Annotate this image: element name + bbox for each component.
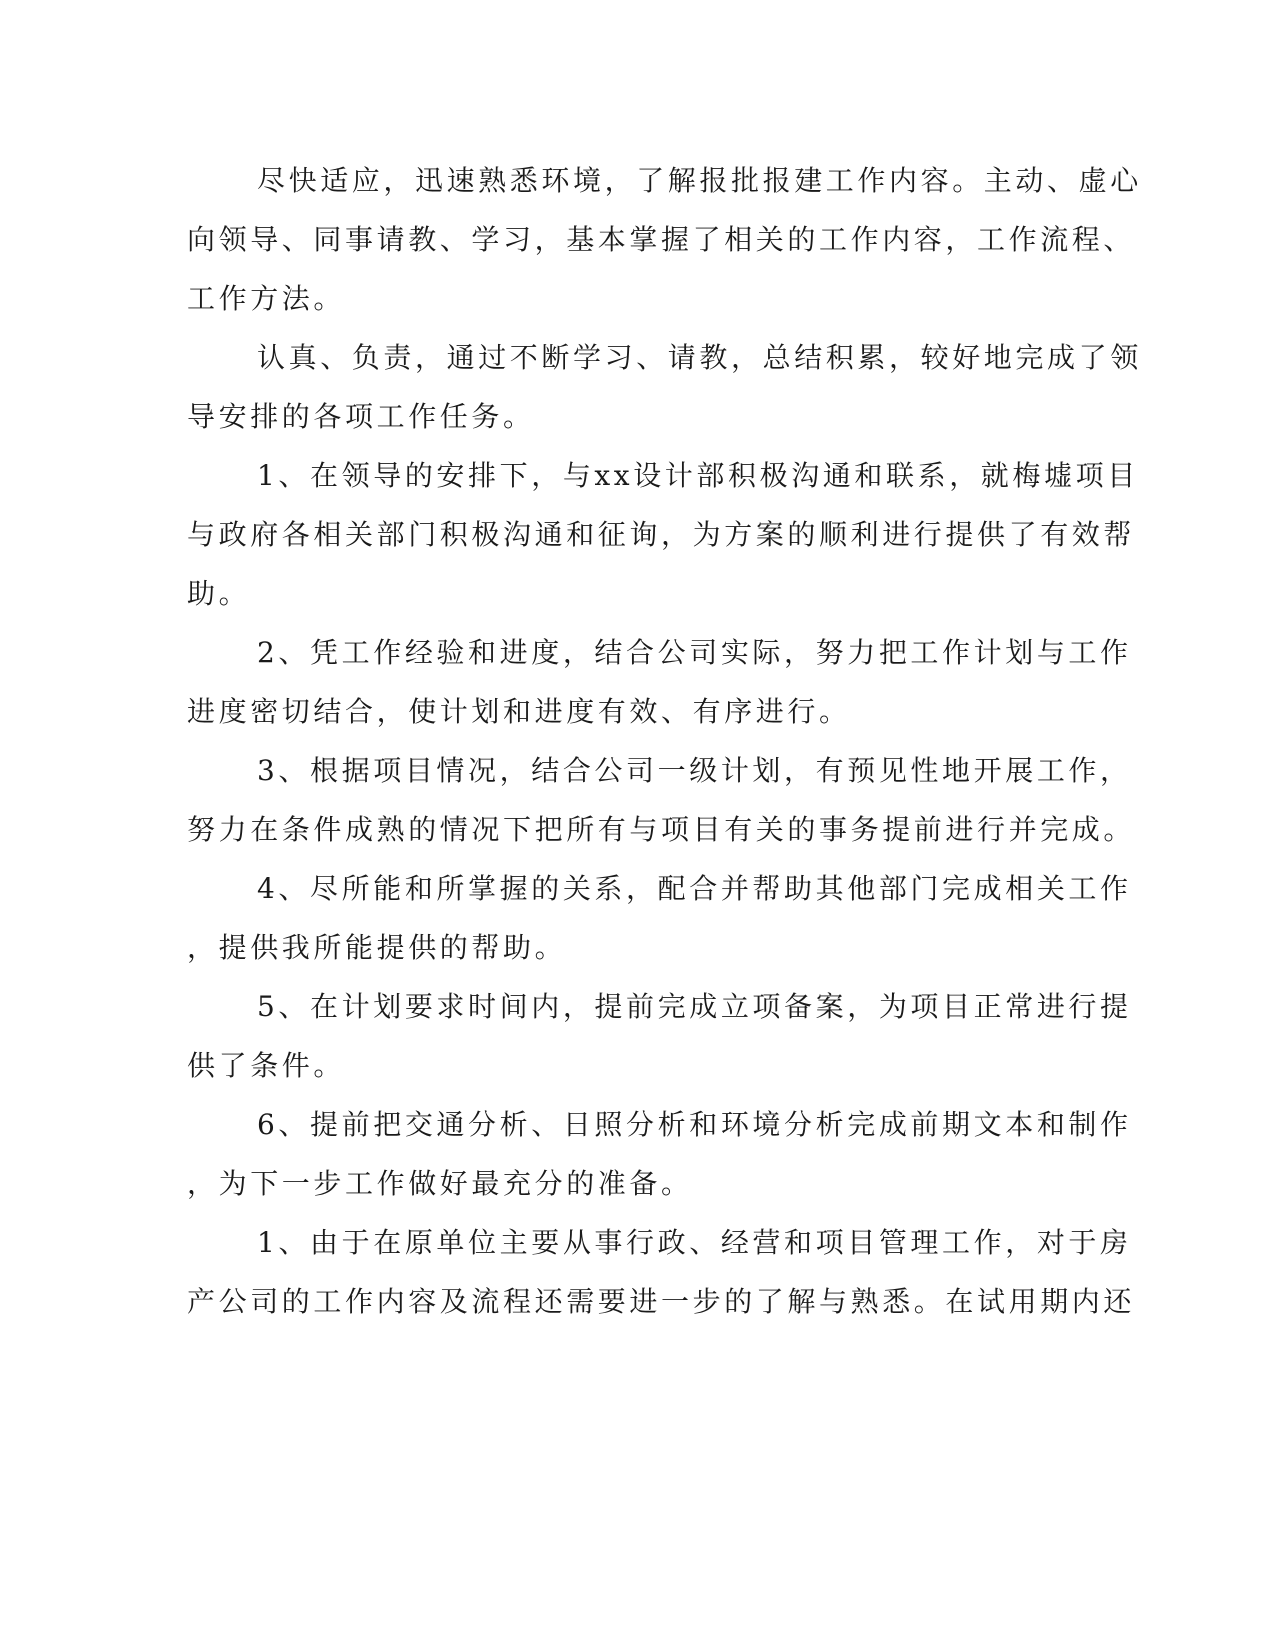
list-item-3-line-1: 3、根据项目情况，结合公司一级计划，有预见性地开展工作， [257, 754, 1132, 787]
paragraph-2-line-2: 导安排的各项工作任务。 [187, 400, 535, 433]
list-item-4-line-2: ，提供我所能提供的帮助。 [187, 931, 567, 964]
list-item-5-line-2: 供了条件。 [187, 1049, 346, 1082]
list-item-1-line-1: 1、在领导的安排下，与xx设计部积极沟通和联系，就梅墟项目 [257, 459, 1139, 492]
list-item-1-line-2: 与政府各相关部门积极沟通和征询，为方案的顺利进行提供了有效帮 [187, 518, 1136, 551]
list-item-6-line-2: ，为下一步工作做好最充分的准备。 [187, 1167, 693, 1200]
list-item-2-line-2: 进度密切结合，使计划和进度有效、有序进行。 [187, 695, 851, 728]
list-item-7-line-2: 产公司的工作内容及流程还需要进一步的了解与熟悉。在试用期内还 [187, 1285, 1136, 1318]
list-item-2-line-1: 2、凭工作经验和进度，结合公司实际，努力把工作计划与工作 [257, 636, 1132, 669]
list-item-4-line-1: 4、尽所能和所掌握的关系，配合并帮助其他部门完成相关工作 [257, 872, 1132, 905]
list-item-6-line-1: 6、提前把交通分析、日照分析和环境分析完成前期文本和制作 [257, 1108, 1132, 1141]
paragraph-1-line-1: 尽快适应，迅速熟悉环境，了解报批报建工作内容。主动、虚心 [257, 164, 1142, 197]
paragraph-1-line-2: 向领导、同事请教、学习，基本掌握了相关的工作内容，工作流程、 [187, 223, 1136, 256]
list-item-5-line-1: 5、在计划要求时间内，提前完成立项备案，为项目正常进行提 [257, 990, 1132, 1023]
paragraph-2-line-1: 认真、负责，通过不断学习、请教，总结积累，较好地完成了领 [257, 341, 1142, 374]
list-item-1-line-3: 助。 [187, 577, 251, 610]
list-item-3-line-2: 努力在条件成熟的情况下把所有与项目有关的事务提前进行并完成。 [187, 813, 1136, 846]
paragraph-1-line-3: 工作方法。 [187, 282, 346, 315]
list-item-7-line-1: 1、由于在原单位主要从事行政、经营和项目管理工作，对于房 [257, 1226, 1132, 1259]
